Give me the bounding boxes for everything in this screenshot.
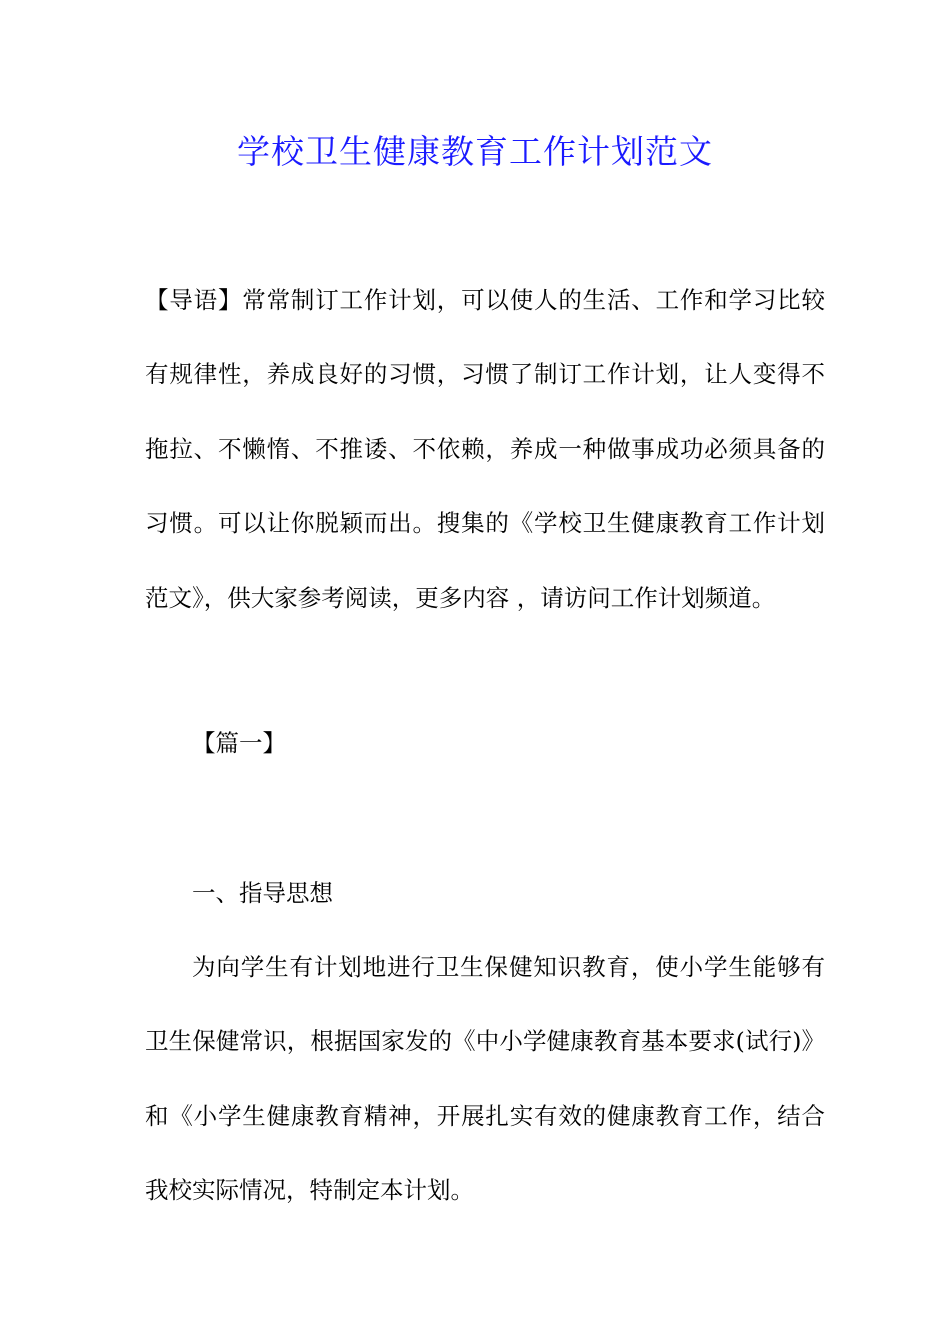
body-paragraph: 为向学生有计划地进行卫生保健知识教育，使小学生能够有卫生保健常识，根据国家发的《中小学健康教育基本要求(试行)》和《小学生健康教育精神，开展扎实有效的健康教育工作，结合我校实际情况，特制定本计划。 xyxy=(145,953,825,1205)
section-heading: 一、指导思想 xyxy=(192,879,333,907)
intro-paragraph: 【导语】常常制订工作计划，可以使人的生活、工作和学习比较有规律性，养成良好的习惯，习惯了制订工作计划，让人变得不拖拉、不懒惰、不推诿、不依赖，养成一种做事成功必须具备的习惯。可以让你脱颖而出。搜集的《学校卫生健康教育工作计划范文》，供大家参考阅读，更多内容 ，请访问工作计划频道。 xyxy=(145,286,825,612)
section-label: 【篇一】 xyxy=(192,729,286,757)
document-title: 学校卫生健康教育工作计划范文 xyxy=(237,132,713,171)
